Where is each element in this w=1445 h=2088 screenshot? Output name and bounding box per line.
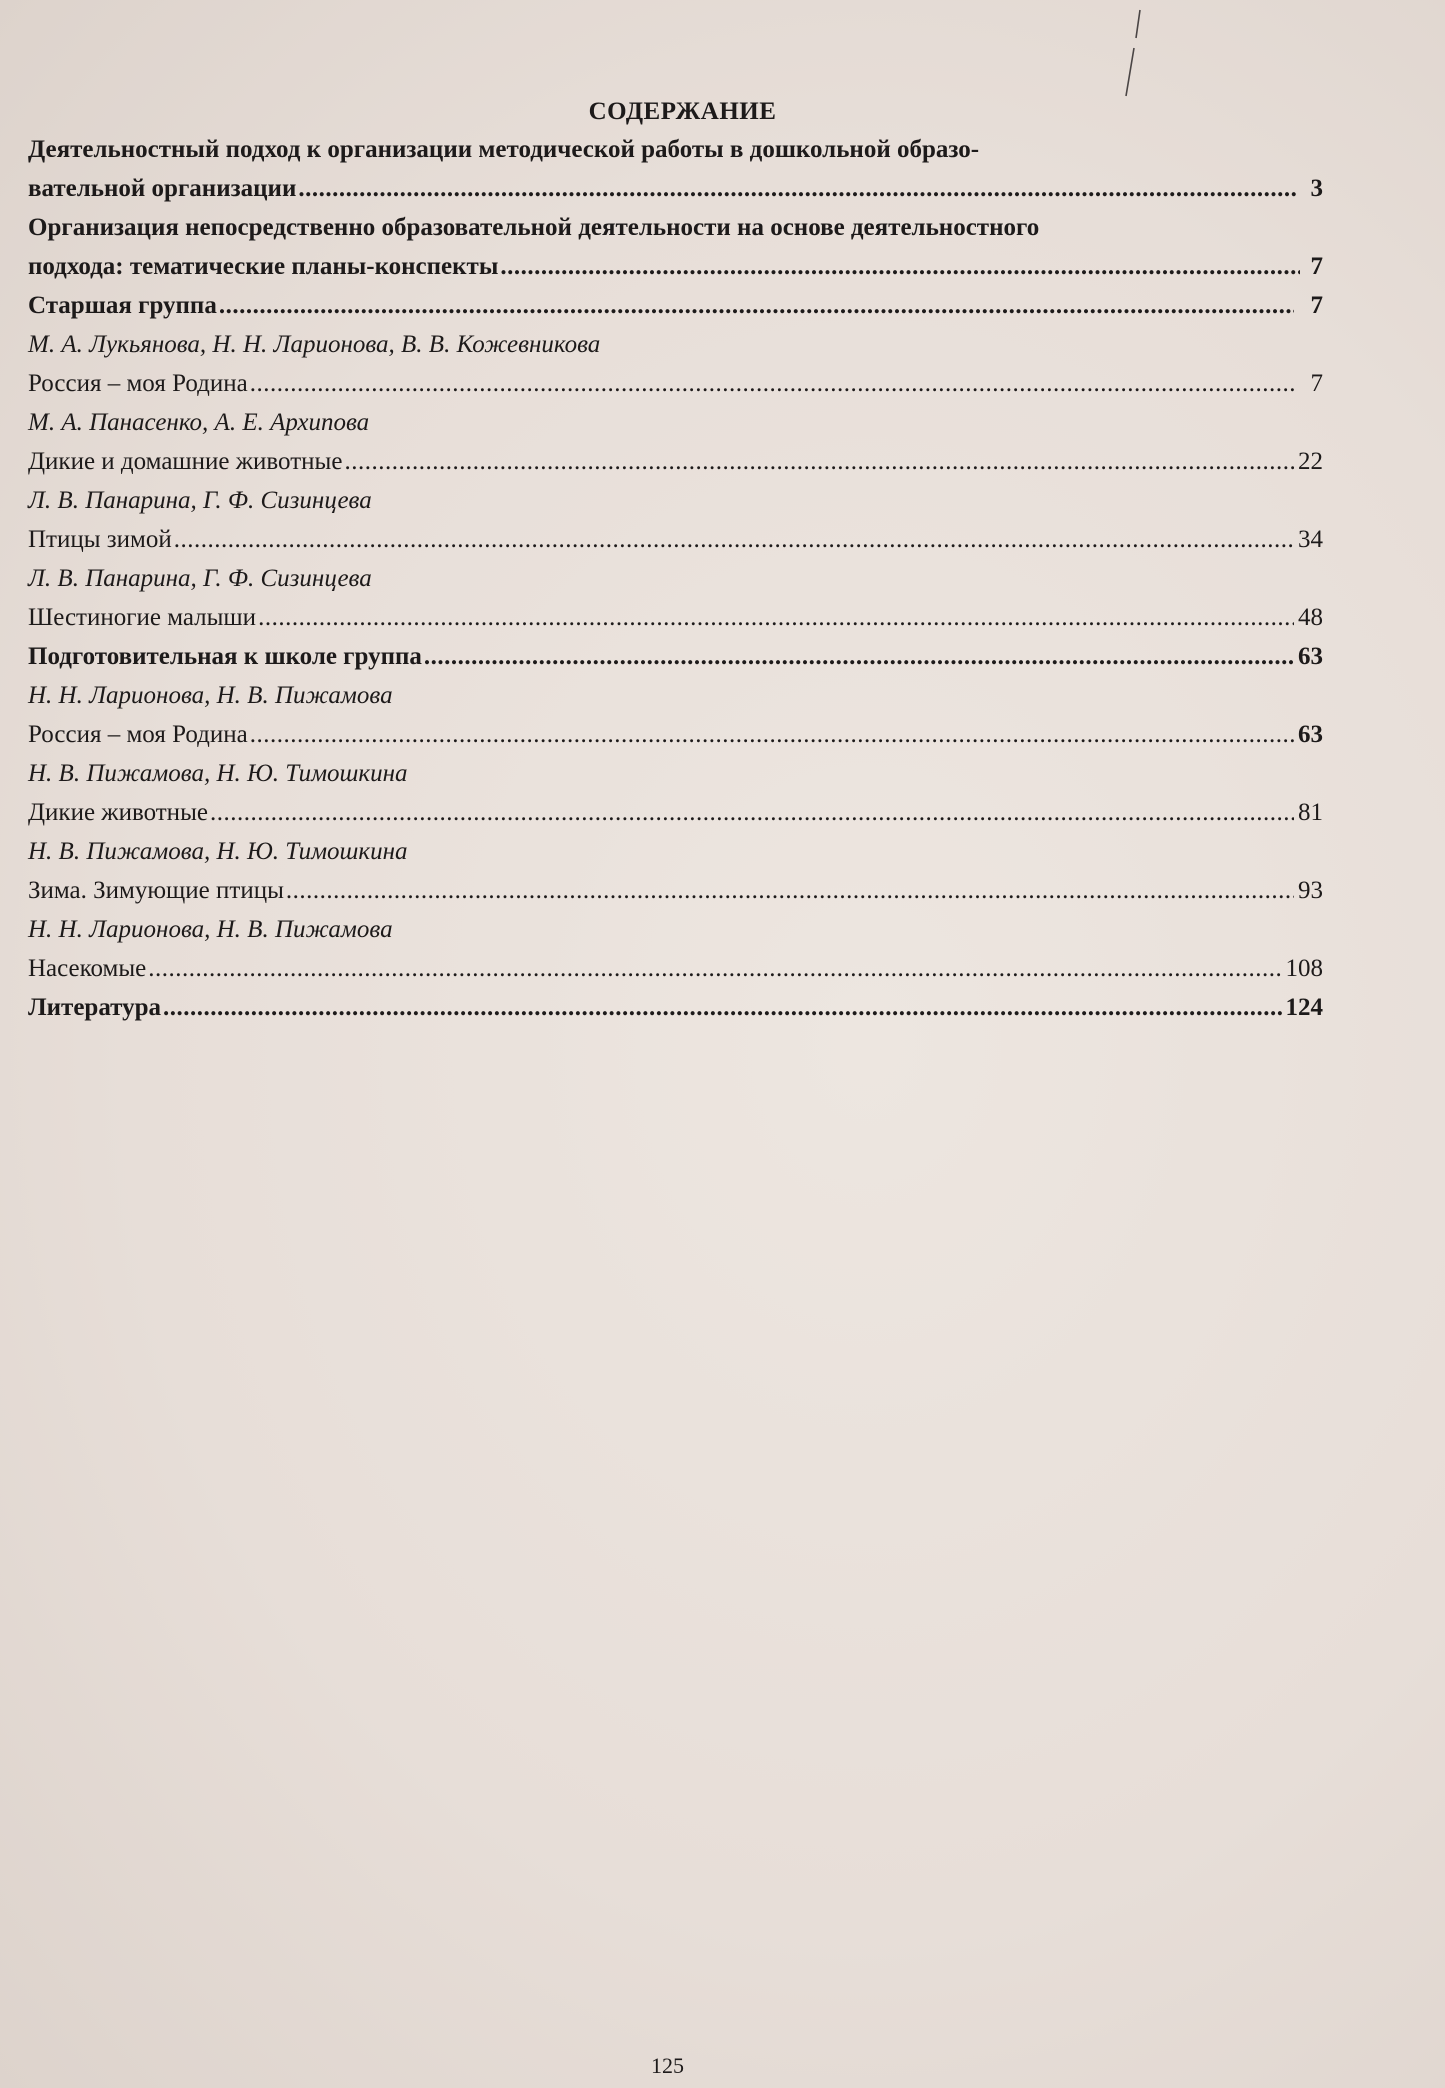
toc-entry-label: Птицы зимой [28, 526, 172, 553]
toc-entry-preparatory-group[interactable] [28, 637, 1323, 676]
toc-entry-label: Насекомые [28, 955, 147, 982]
leader-dots [250, 364, 1295, 403]
toc-entry-label: Подготовительная к школе группа [28, 643, 422, 670]
toc-entry-insects-six-legged[interactable] [28, 598, 1323, 637]
toc-entry-winter-birds[interactable] [28, 520, 1323, 559]
page-number: 93 [1298, 877, 1323, 904]
leader-dots [500, 247, 1300, 286]
toc-entry-literature[interactable] [28, 988, 1323, 1027]
toc-entry-lesson-plans[interactable] [28, 208, 1323, 286]
page-number: 108 [1285, 955, 1323, 982]
toc-entry-label: Россия – моя Родина [28, 370, 248, 397]
page-number: 63 [1298, 643, 1323, 670]
toc-entry-winter-wintering-birds[interactable] [28, 871, 1323, 910]
toc-entry-title-line1: Организация непосредственно образовательной деятельности на основе деятельностного [28, 214, 1040, 241]
page-number: 7 [1310, 370, 1323, 397]
toc-entry-label: Зима. Зимующие птицы [28, 877, 284, 904]
page-number: 124 [1285, 994, 1323, 1021]
toc-entry-russia[interactable] [28, 364, 1323, 403]
leader-dots [424, 637, 1294, 676]
toc-entry-insects[interactable] [28, 949, 1323, 988]
leader-dots [344, 442, 1294, 481]
leader-dots [298, 169, 1295, 208]
leader-dots [258, 598, 1294, 637]
leader-dots [163, 988, 1281, 1027]
toc-entry-label: Россия – моя Родина [28, 721, 248, 748]
toc-authors: М. А. Лукьянова, Н. Н. Ларионова, В. В. Кожевникова [28, 331, 601, 358]
toc-entry-wild-domestic-animals[interactable] [28, 442, 1323, 481]
page-number: 7 [1310, 253, 1323, 280]
leader-dots [250, 715, 1294, 754]
toc-authors: Л. В. Панарина, Г. Ф. Сизинцева [28, 487, 372, 514]
toc-heading: СОДЕРЖАНИЕ [588, 98, 777, 125]
toc-authors: Н. В. Пижамова, Н. Ю. Тимошкина [28, 838, 408, 865]
toc-authors: Н. Н. Ларионова, Н. В. Пижамова [28, 682, 393, 709]
leader-dots [210, 793, 1294, 832]
toc-authors: М. А. Панасенко, А. Е. Архипова [28, 409, 370, 436]
leader-dots [219, 286, 1294, 325]
page-footer-number: 125 [651, 2053, 684, 2078]
toc-authors: Л. В. Панарина, Г. Ф. Сизинцева [28, 565, 372, 592]
toc-entry-label: Дикие животные [28, 799, 208, 826]
leader-dots [174, 520, 1293, 559]
leader-dots [148, 949, 1281, 988]
toc-entry-title-line2: вательной организации [28, 175, 297, 202]
table-of-contents [28, 130, 1323, 1027]
page-number: 22 [1298, 448, 1323, 475]
page-number: 48 [1298, 604, 1323, 631]
page-number: 3 [1310, 175, 1323, 202]
pencil-mark [1118, 8, 1158, 98]
toc-entry-russia-prep[interactable] [28, 715, 1323, 754]
toc-entry-senior-group[interactable] [28, 286, 1323, 325]
toc-entry-label: Шестиногие малыши [28, 604, 257, 631]
toc-entry-label: Старшая группа [28, 292, 217, 319]
page-number: 81 [1298, 799, 1323, 826]
toc-entry-title-line2: подхода: тематические планы-конспекты [28, 253, 499, 280]
page-number: 34 [1298, 526, 1323, 553]
toc-entry-label: Литература [28, 994, 162, 1021]
leader-dots [286, 871, 1294, 910]
toc-entry-wild-animals[interactable] [28, 793, 1323, 832]
toc-authors: Н. В. Пижамова, Н. Ю. Тимошкина [28, 760, 408, 787]
toc-entry-label: Дикие и домашние животные [28, 448, 343, 475]
toc-entry-methodical-work[interactable] [28, 130, 1323, 208]
toc-authors: Н. Н. Ларионова, Н. В. Пижамова [28, 916, 393, 943]
page-number: 7 [1310, 292, 1323, 319]
toc-entry-title-line1: Деятельностный подход к организации методической работы в дошкольной образо- [28, 136, 980, 163]
page-number: 63 [1298, 721, 1323, 748]
